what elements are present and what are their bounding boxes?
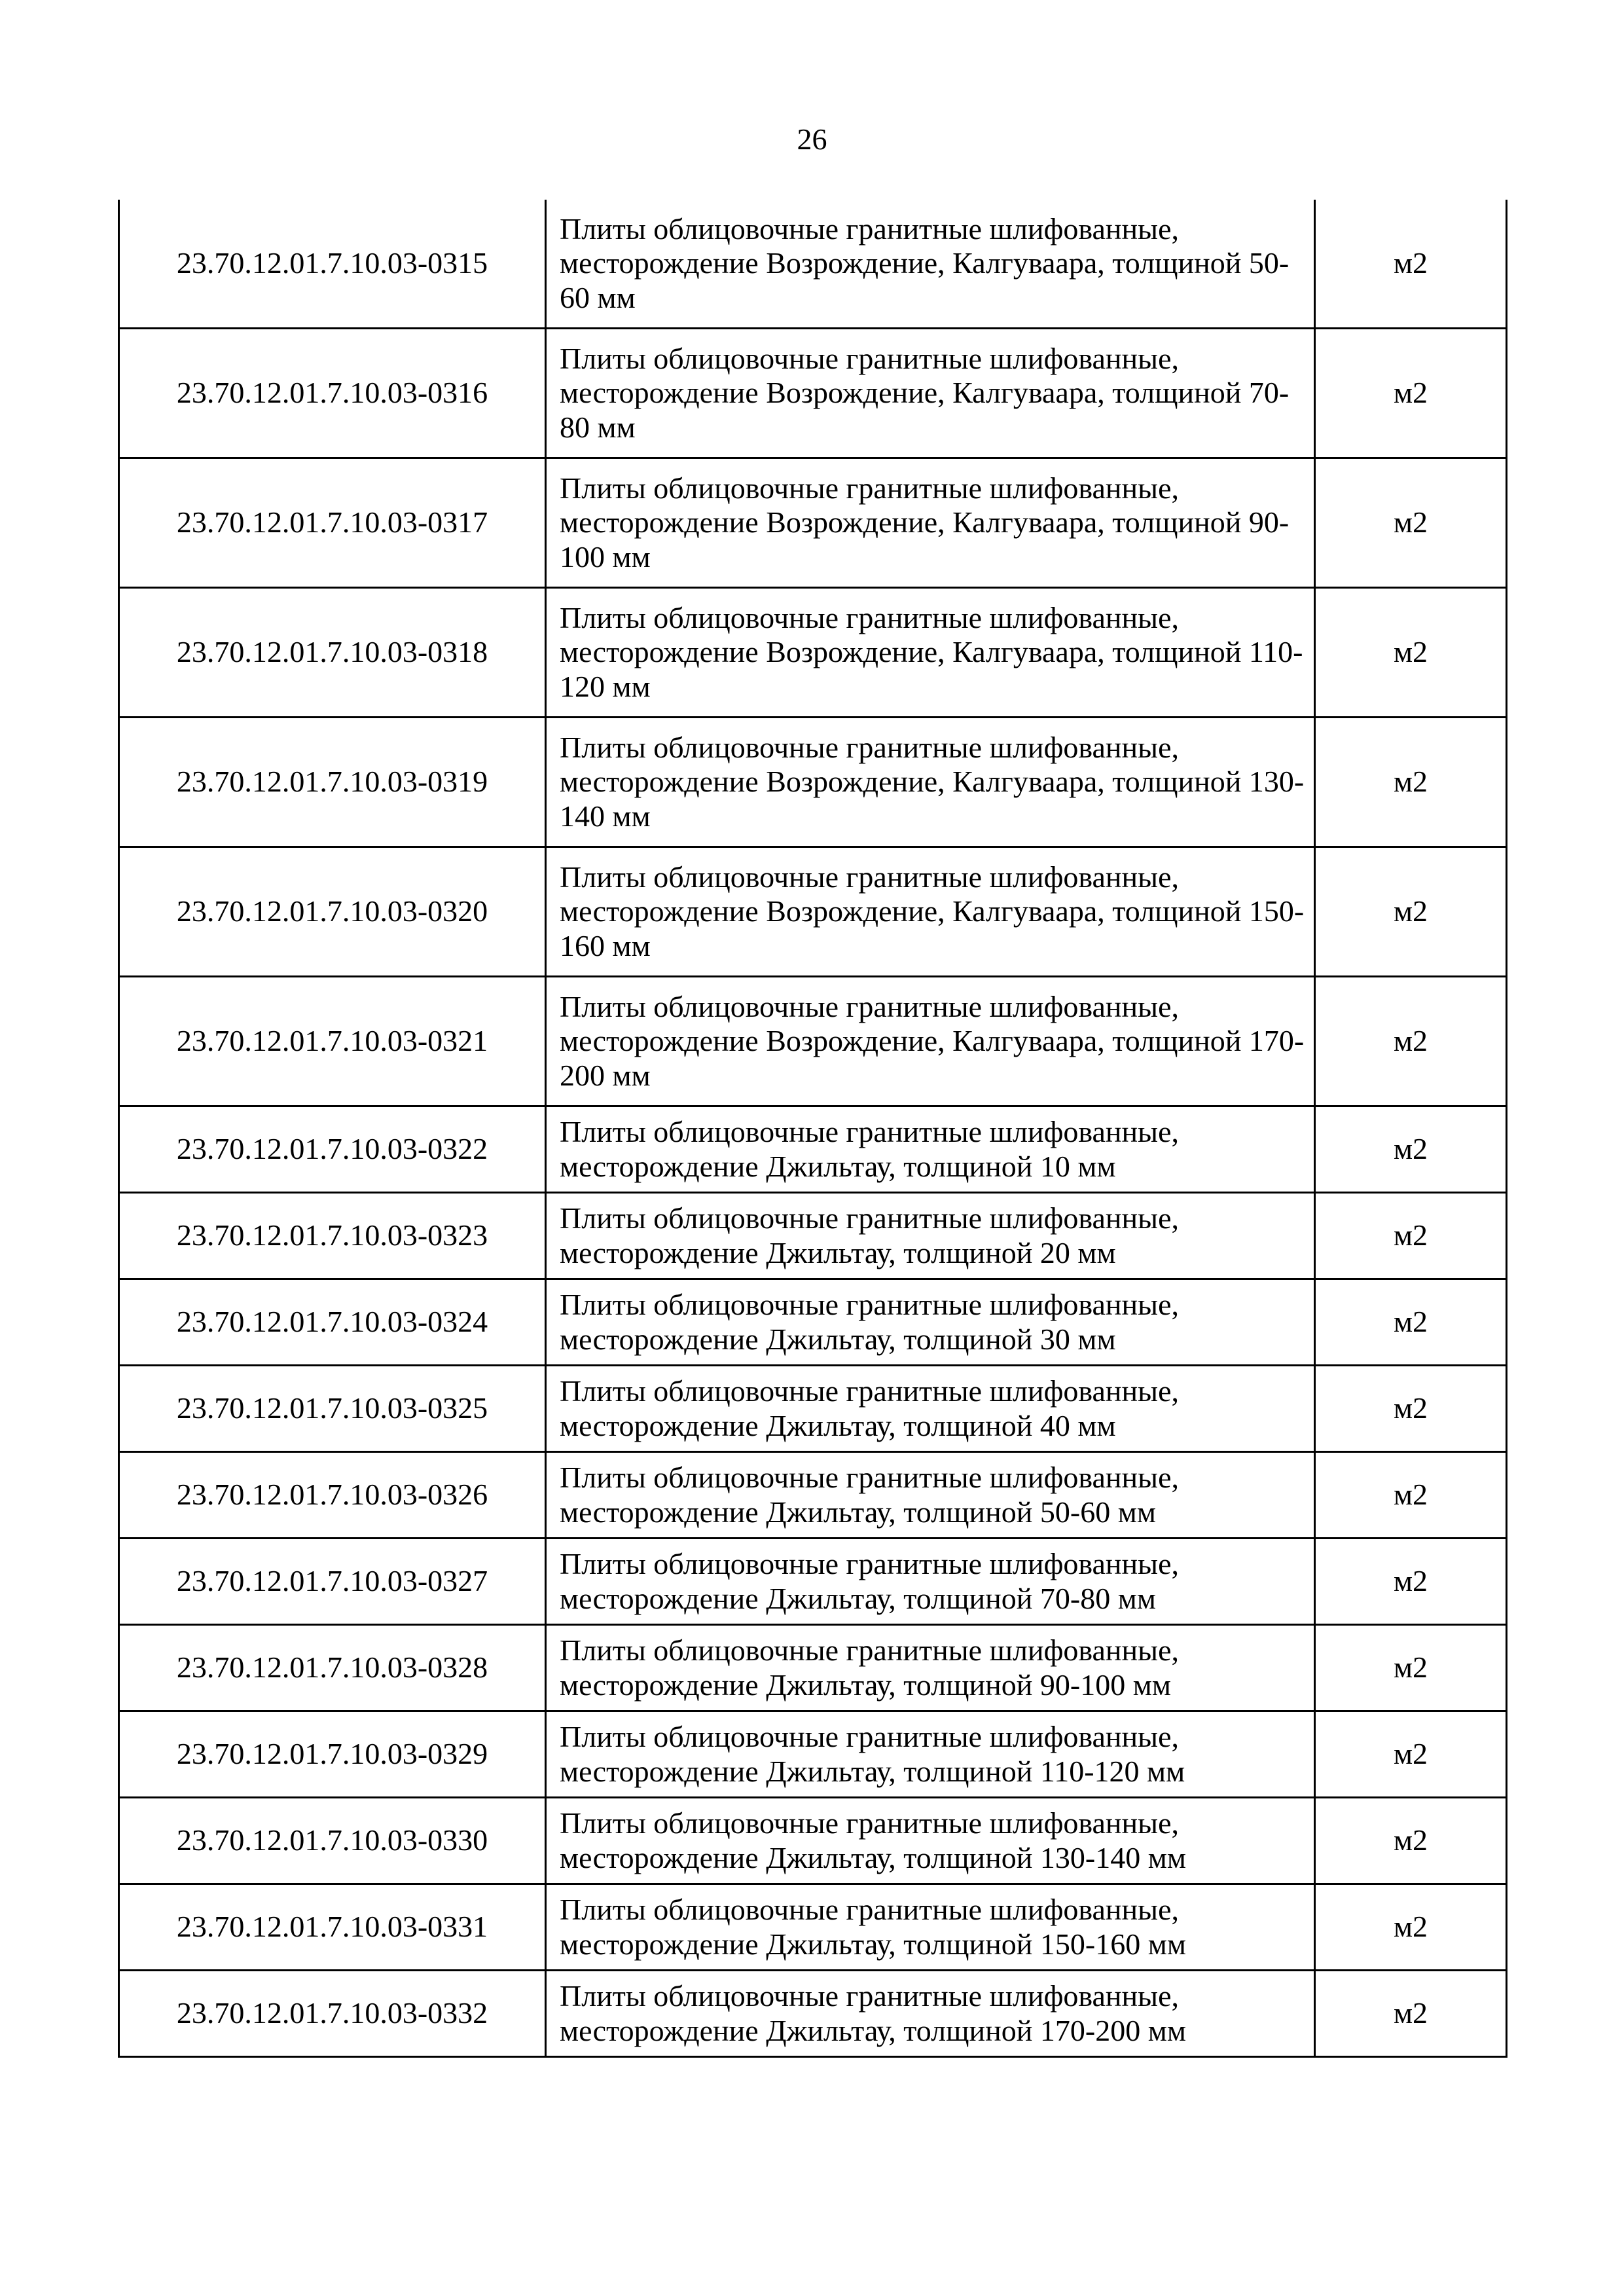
table-row — [119, 1884, 1507, 1971]
row-code: 23.70.12.01.7.10.03-0325 — [119, 1366, 546, 1452]
table-row — [119, 1798, 1507, 1884]
row-code: 23.70.12.01.7.10.03-0319 — [119, 718, 546, 847]
table-row — [119, 200, 1507, 329]
row-name: Плиты облицовочные гранитные шлифованные, месторождение Джильтау, толщиной 40 мм — [546, 1366, 1315, 1452]
row-unit: м2 — [1315, 1711, 1507, 1798]
row-name: Плиты облицовочные гранитные шлифованные, месторождение Джильтау, толщиной 30 мм — [546, 1279, 1315, 1366]
row-code: 23.70.12.01.7.10.03-0328 — [119, 1625, 546, 1711]
table-row — [119, 329, 1507, 458]
table-row — [119, 588, 1507, 718]
row-name: Плиты облицовочные гранитные шлифованные, месторождение Возрождение, Калгуваара, толщиной 50-60 мм — [546, 200, 1315, 329]
row-name: Плиты облицовочные гранитные шлифованные, месторождение Джильтау, толщиной 10 мм — [546, 1106, 1315, 1193]
page-number: 26 — [797, 122, 827, 156]
table-row — [119, 1366, 1507, 1452]
row-name: Плиты облицовочные гранитные шлифованные, месторождение Джильтау, толщиной 90-100 мм — [546, 1625, 1315, 1711]
row-code: 23.70.12.01.7.10.03-0324 — [119, 1279, 546, 1366]
row-name: Плиты облицовочные гранитные шлифованные, месторождение Джильтау, толщиной 150-160 мм — [546, 1884, 1315, 1971]
table-row — [119, 1106, 1507, 1193]
row-unit: м2 — [1315, 1279, 1507, 1366]
row-code: 23.70.12.01.7.10.03-0332 — [119, 1971, 546, 2057]
row-name: Плиты облицовочные гранитные шлифованные, месторождение Джильтау, толщиной 20 мм — [546, 1193, 1315, 1279]
row-code: 23.70.12.01.7.10.03-0330 — [119, 1798, 546, 1884]
row-unit: м2 — [1315, 1106, 1507, 1193]
row-unit: м2 — [1315, 1884, 1507, 1971]
row-name: Плиты облицовочные гранитные шлифованные, месторождение Возрождение, Калгуваара, толщиной 110-120 мм — [546, 588, 1315, 718]
row-unit: м2 — [1315, 200, 1507, 329]
row-unit: м2 — [1315, 1366, 1507, 1452]
row-code: 23.70.12.01.7.10.03-0326 — [119, 1452, 546, 1539]
row-code: 23.70.12.01.7.10.03-0329 — [119, 1711, 546, 1798]
row-code: 23.70.12.01.7.10.03-0315 — [119, 200, 546, 329]
row-name: Плиты облицовочные гранитные шлифованные, месторождение Джильтау, толщиной 70-80 мм — [546, 1539, 1315, 1625]
row-unit: м2 — [1315, 1625, 1507, 1711]
row-name: Плиты облицовочные гранитные шлифованные, месторождение Возрождение, Калгуваара, толщиной 70-80 мм — [546, 329, 1315, 458]
table-row — [119, 1625, 1507, 1711]
table-row — [119, 977, 1507, 1106]
row-name: Плиты облицовочные гранитные шлифованные, месторождение Возрождение, Калгуваара, толщиной 90-100 мм — [546, 458, 1315, 588]
table-row — [119, 1452, 1507, 1539]
row-name: Плиты облицовочные гранитные шлифованные, месторождение Возрождение, Калгуваара, толщиной 150-160 мм — [546, 847, 1315, 977]
table-row — [119, 1539, 1507, 1625]
row-code: 23.70.12.01.7.10.03-0316 — [119, 329, 546, 458]
row-unit: м2 — [1315, 1452, 1507, 1539]
row-unit: м2 — [1315, 1193, 1507, 1279]
row-unit: м2 — [1315, 588, 1507, 718]
row-code: 23.70.12.01.7.10.03-0318 — [119, 588, 546, 718]
row-name: Плиты облицовочные гранитные шлифованные, месторождение Джильтау, толщиной 130-140 мм — [546, 1798, 1315, 1884]
row-name: Плиты облицовочные гранитные шлифованные, месторождение Возрождение, Калгуваара, толщиной 130-140 мм — [546, 718, 1315, 847]
row-name: Плиты облицовочные гранитные шлифованные, месторождение Джильтау, толщиной 110-120 мм — [546, 1711, 1315, 1798]
row-code: 23.70.12.01.7.10.03-0317 — [119, 458, 546, 588]
row-unit: м2 — [1315, 977, 1507, 1106]
row-code: 23.70.12.01.7.10.03-0323 — [119, 1193, 546, 1279]
row-code: 23.70.12.01.7.10.03-0327 — [119, 1539, 546, 1625]
table-row — [119, 847, 1507, 977]
table-row — [119, 1193, 1507, 1279]
row-name: Плиты облицовочные гранитные шлифованные, месторождение Возрождение, Калгуваара, толщиной 170-200 мм — [546, 977, 1315, 1106]
row-code: 23.70.12.01.7.10.03-0320 — [119, 847, 546, 977]
table-row — [119, 1971, 1507, 2057]
table-row — [119, 718, 1507, 847]
table-row — [119, 1279, 1507, 1366]
row-unit: м2 — [1315, 458, 1507, 588]
table-row — [119, 458, 1507, 588]
row-unit: м2 — [1315, 329, 1507, 458]
row-name: Плиты облицовочные гранитные шлифованные, месторождение Джильтау, толщиной 170-200 мм — [546, 1971, 1315, 2057]
row-unit: м2 — [1315, 718, 1507, 847]
row-unit: м2 — [1315, 1971, 1507, 2057]
row-code: 23.70.12.01.7.10.03-0331 — [119, 1884, 546, 1971]
row-code: 23.70.12.01.7.10.03-0322 — [119, 1106, 546, 1193]
materials-table — [118, 200, 1507, 2058]
row-unit: м2 — [1315, 847, 1507, 977]
row-unit: м2 — [1315, 1798, 1507, 1884]
row-code: 23.70.12.01.7.10.03-0321 — [119, 977, 546, 1106]
row-name: Плиты облицовочные гранитные шлифованные, месторождение Джильтау, толщиной 50-60 мм — [546, 1452, 1315, 1539]
table-row — [119, 1711, 1507, 1798]
row-unit: м2 — [1315, 1539, 1507, 1625]
